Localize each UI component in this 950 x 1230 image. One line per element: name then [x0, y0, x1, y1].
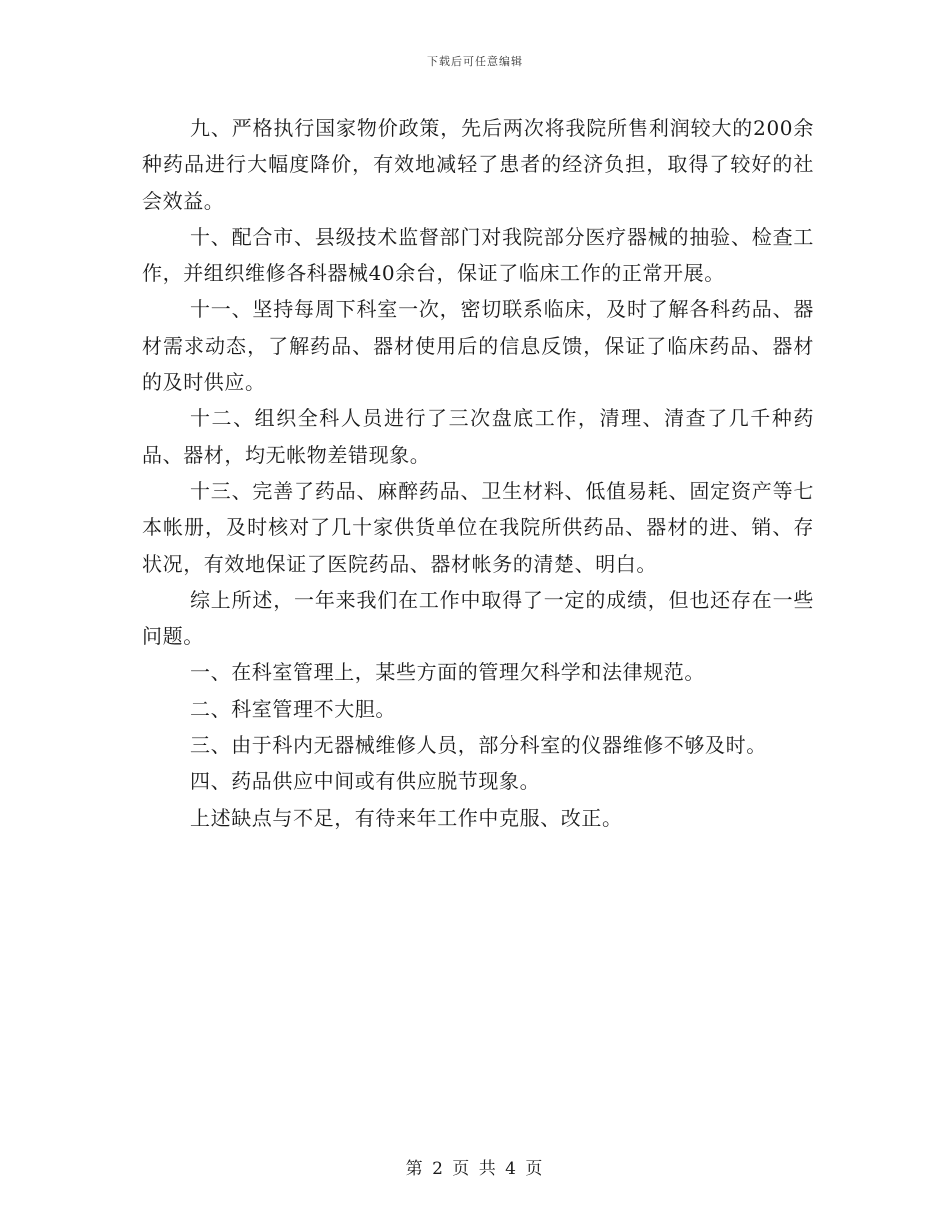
page-number-footer: 第 2 页 共 4 页	[405, 1159, 545, 1179]
summary-paragraph: 综上所述，一年来我们在工作中取得了一定的成绩，但也还存在一些问题。	[142, 587, 814, 649]
paragraph-item-12: 十二、组织全科人员进行了三次盘底工作，清理、清查了几千种药品、器材，均无帐物差错现象。	[142, 406, 814, 467]
closing-paragraph: 上述缺点与不足，有待来年工作中克服、改正。	[190, 805, 623, 830]
paragraph-item-13: 十三、完善了药品、麻醉药品、卫生材料、低值易耗、固定资产等七本帐册，及时核对了几十家供货单位在我院所供药品、器材的进、销、存状况，有效地保证了医院药品、器材帐务的清楚、明白。	[142, 478, 814, 576]
problem-item-2: 二、科室管理不大胆。	[190, 696, 396, 721]
paragraph-item-9: 九、严格执行国家物价政策，先后两次将我院所售利润较大的200余种药品进行大幅度降价，有效地减轻了患者的经济负担，取得了较好的社会效益。	[142, 116, 814, 213]
problem-item-1: 一、在科室管理上，某些方面的管理欠科学和法律规范。	[190, 660, 705, 685]
paragraph-item-11: 十一、坚持每周下科室一次，密切联系临床，及时了解各科药品、器材需求动态，了解药品、器材使用后的信息反馈，保证了临床药品、器材的及时供应。	[142, 297, 814, 395]
paragraph-item-10: 十、配合市、县级技术监督部门对我院部分医疗器械的抽验、检查工作，并组织维修各科器械40余台，保证了临床工作的正常开展。	[142, 224, 814, 286]
document-body	[142, 110, 814, 836]
page-header: 下载后可任意编辑	[427, 55, 523, 68]
problem-item-4: 四、药品供应中间或有供应脱节现象。	[190, 769, 541, 794]
problem-item-3: 三、由于科内无器械维修人员，部分科室的仪器维修不够及时。	[190, 733, 767, 758]
